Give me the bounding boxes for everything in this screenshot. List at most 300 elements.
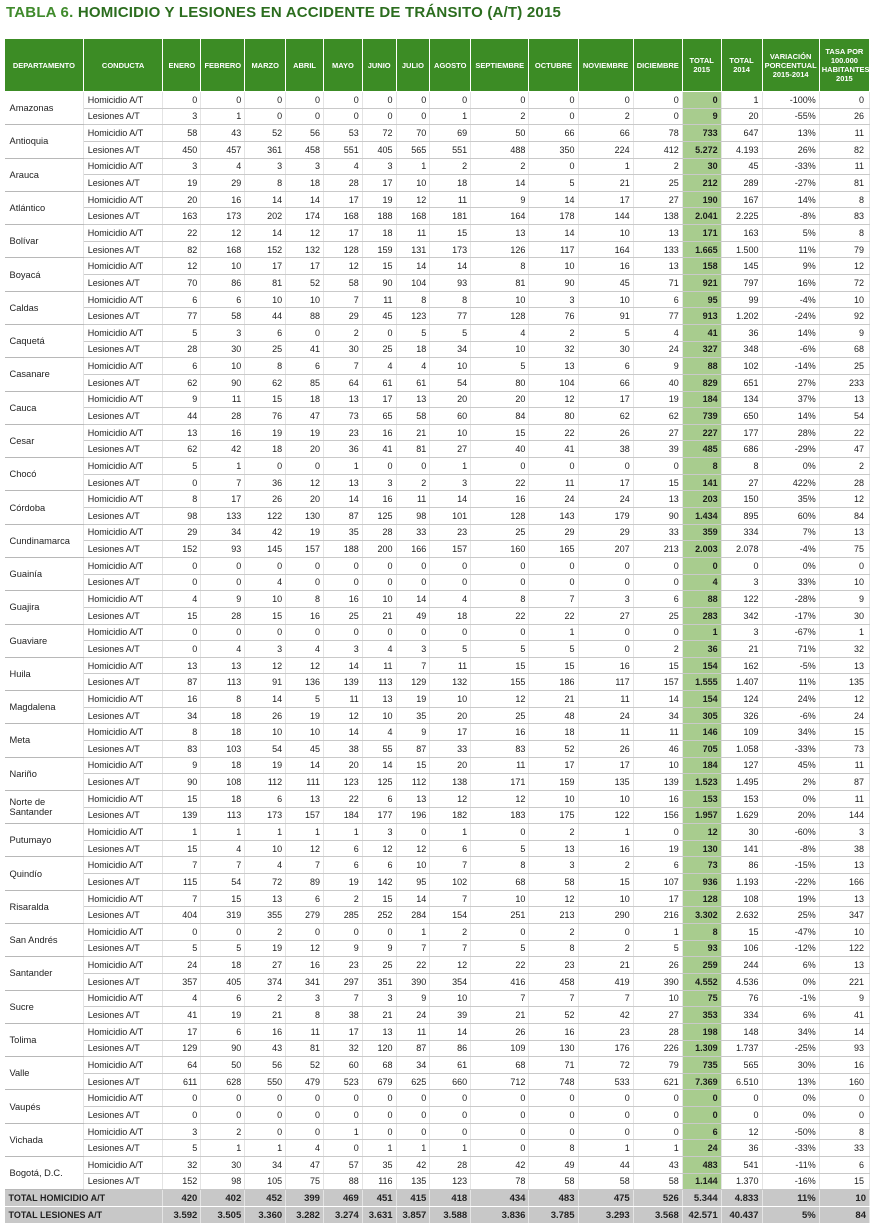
- conduct-cell: Homicidio A/T: [83, 824, 163, 841]
- value-cell: 18: [430, 175, 471, 192]
- value-cell: 0%: [762, 1107, 819, 1124]
- conduct-cell: Homicidio A/T: [83, 1090, 163, 1107]
- value-cell: 0: [633, 92, 682, 109]
- rate-cell: 24: [819, 707, 869, 724]
- value-cell: 26: [245, 707, 286, 724]
- value-cell: 34: [396, 1057, 430, 1074]
- value-cell: 21: [471, 1007, 529, 1024]
- value-cell: 123: [430, 1173, 471, 1190]
- value-cell: 12: [245, 657, 286, 674]
- value-cell: 26: [245, 491, 286, 508]
- value-cell: 3: [362, 990, 396, 1007]
- value-cell: 15: [430, 225, 471, 242]
- value-cell: 1.202: [721, 308, 762, 325]
- value-cell: 541: [721, 1157, 762, 1174]
- value-cell: 14: [286, 191, 324, 208]
- table-row: [5, 1023, 870, 1040]
- value-cell: 10: [633, 757, 682, 774]
- conduct-cell: Lesiones A/T: [83, 1073, 163, 1090]
- value-cell: 8: [163, 724, 201, 741]
- value-cell: 11: [362, 291, 396, 308]
- value-cell: -33%: [762, 1140, 819, 1157]
- table-row: [5, 990, 870, 1007]
- value-cell: 12: [396, 191, 430, 208]
- value-cell: 41: [163, 1007, 201, 1024]
- value-cell: 14: [396, 890, 430, 907]
- value-cell: 14: [323, 491, 362, 508]
- value-cell: 200: [362, 541, 396, 558]
- value-cell: 77: [430, 308, 471, 325]
- value-cell: 20: [471, 391, 529, 408]
- value-cell: 1: [163, 824, 201, 841]
- value-cell: 10: [430, 990, 471, 1007]
- value-cell: 57: [323, 1157, 362, 1174]
- conduct-cell: Homicidio A/T: [83, 790, 163, 807]
- value-cell: 132: [286, 241, 324, 258]
- value-cell: 0: [529, 574, 578, 591]
- value-cell: 479: [286, 1073, 324, 1090]
- table-row: [5, 208, 870, 225]
- conduct-cell: Lesiones A/T: [83, 541, 163, 558]
- total-2015-cell: 24: [682, 1140, 721, 1157]
- value-cell: 15: [245, 607, 286, 624]
- value-cell: 1: [529, 624, 578, 641]
- total-2015-cell: 9: [682, 108, 721, 125]
- value-cell: 14%: [762, 408, 819, 425]
- value-cell: 139: [163, 807, 201, 824]
- value-cell: 156: [633, 807, 682, 824]
- value-cell: 54: [430, 374, 471, 391]
- value-cell: 0: [201, 624, 245, 641]
- rate-cell: 9: [819, 591, 869, 608]
- value-cell: 166: [396, 541, 430, 558]
- value-cell: 174: [286, 208, 324, 225]
- value-cell: 11: [201, 391, 245, 408]
- value-cell: 14: [471, 175, 529, 192]
- value-cell: 82: [163, 241, 201, 258]
- table-row: [5, 141, 870, 158]
- total-2015-cell: 1.523: [682, 774, 721, 791]
- total-value-cell: 3.592: [163, 1207, 201, 1224]
- value-cell: 13: [362, 691, 396, 708]
- value-cell: 90: [163, 774, 201, 791]
- value-cell: 72: [245, 874, 286, 891]
- total-value-cell: 3.282: [286, 1207, 324, 1224]
- total-2015-cell: 921: [682, 275, 721, 292]
- value-cell: 56: [245, 1057, 286, 1074]
- value-cell: 54: [245, 740, 286, 757]
- value-cell: 3: [721, 574, 762, 591]
- value-cell: 26: [578, 740, 633, 757]
- value-cell: 334: [721, 1007, 762, 1024]
- value-cell: 13: [529, 840, 578, 857]
- value-cell: 13: [323, 474, 362, 491]
- value-cell: 135: [578, 774, 633, 791]
- rate-cell: 8: [819, 225, 869, 242]
- conduct-cell: Lesiones A/T: [83, 208, 163, 225]
- value-cell: 1: [323, 1123, 362, 1140]
- total-value-cell: 434: [471, 1190, 529, 1207]
- table-row: [5, 258, 870, 275]
- department-cell: Antioquia: [5, 125, 84, 158]
- value-cell: 157: [286, 807, 324, 824]
- rate-cell: 1: [819, 624, 869, 641]
- value-cell: 77: [633, 308, 682, 325]
- value-cell: 68: [471, 1057, 529, 1074]
- value-cell: 11: [430, 191, 471, 208]
- value-cell: 17: [201, 491, 245, 508]
- value-cell: 39: [430, 1007, 471, 1024]
- value-cell: 6: [633, 291, 682, 308]
- conduct-cell: Lesiones A/T: [83, 241, 163, 258]
- department-cell: Tolima: [5, 1023, 84, 1056]
- conduct-cell: Lesiones A/T: [83, 807, 163, 824]
- value-cell: 2: [529, 824, 578, 841]
- total-2015-cell: 30: [682, 158, 721, 175]
- value-cell: 40: [633, 374, 682, 391]
- department-cell: Vichada: [5, 1123, 84, 1156]
- value-cell: 0: [430, 92, 471, 109]
- value-cell: 1.500: [721, 241, 762, 258]
- value-cell: 58: [323, 275, 362, 292]
- value-cell: 4: [286, 641, 324, 658]
- rate-cell: 221: [819, 973, 869, 990]
- rate-cell: 79: [819, 241, 869, 258]
- value-cell: 12: [286, 657, 324, 674]
- column-header: MARZO: [245, 39, 286, 92]
- value-cell: 5%: [762, 225, 819, 242]
- value-cell: 15: [163, 840, 201, 857]
- value-cell: 19%: [762, 890, 819, 907]
- value-cell: 6: [362, 857, 396, 874]
- total-value-cell: 42.571: [682, 1207, 721, 1224]
- value-cell: 17: [529, 757, 578, 774]
- value-cell: 108: [201, 774, 245, 791]
- value-cell: 20: [430, 707, 471, 724]
- value-cell: 20: [286, 491, 324, 508]
- value-cell: 10: [286, 724, 324, 741]
- value-cell: 224: [578, 141, 633, 158]
- value-cell: 3: [286, 990, 324, 1007]
- value-cell: 1: [201, 824, 245, 841]
- total-2015-cell: 4: [682, 574, 721, 591]
- value-cell: 3: [721, 624, 762, 641]
- value-cell: 16: [286, 957, 324, 974]
- value-cell: 73: [323, 408, 362, 425]
- value-cell: 1: [323, 824, 362, 841]
- value-cell: 22: [471, 474, 529, 491]
- value-cell: 15: [721, 924, 762, 941]
- table-row: [5, 191, 870, 208]
- value-cell: 138: [430, 774, 471, 791]
- rate-cell: 166: [819, 874, 869, 891]
- value-cell: 112: [396, 774, 430, 791]
- value-cell: 99: [721, 291, 762, 308]
- value-cell: 12: [286, 940, 324, 957]
- value-cell: 4: [430, 591, 471, 608]
- value-cell: 123: [396, 308, 430, 325]
- value-cell: 2: [396, 474, 430, 491]
- value-cell: 7: [396, 657, 430, 674]
- value-cell: 3: [163, 108, 201, 125]
- department-cell: Vaupés: [5, 1090, 84, 1123]
- value-cell: 127: [721, 757, 762, 774]
- conduct-cell: Homicidio A/T: [83, 225, 163, 242]
- value-cell: 85: [286, 374, 324, 391]
- value-cell: -100%: [762, 92, 819, 109]
- department-cell: Quindío: [5, 857, 84, 890]
- value-cell: 9: [201, 591, 245, 608]
- table-row: [5, 125, 870, 142]
- value-cell: 279: [286, 907, 324, 924]
- total-2015-cell: 735: [682, 1057, 721, 1074]
- value-cell: 8: [245, 358, 286, 375]
- rate-cell: 135: [819, 674, 869, 691]
- value-cell: 186: [529, 674, 578, 691]
- table-row: [5, 341, 870, 358]
- value-cell: 18: [430, 607, 471, 624]
- value-cell: 0: [245, 1123, 286, 1140]
- value-cell: 17: [286, 258, 324, 275]
- total-value-cell: 3.631: [362, 1207, 396, 1224]
- value-cell: 35: [323, 524, 362, 541]
- value-cell: 14: [286, 757, 324, 774]
- value-cell: 28: [201, 607, 245, 624]
- department-cell: Cundinamarca: [5, 524, 84, 557]
- rate-cell: 13: [819, 857, 869, 874]
- value-cell: 0: [578, 641, 633, 658]
- value-cell: 160: [471, 541, 529, 558]
- value-cell: 4: [471, 324, 529, 341]
- rate-cell: 68: [819, 341, 869, 358]
- department-cell: Chocó: [5, 458, 84, 491]
- value-cell: -47%: [762, 924, 819, 941]
- value-cell: 11: [396, 225, 430, 242]
- total-2015-cell: 7.369: [682, 1073, 721, 1090]
- value-cell: -4%: [762, 291, 819, 308]
- value-cell: 1: [245, 824, 286, 841]
- value-cell: 3: [529, 291, 578, 308]
- value-cell: 23: [529, 957, 578, 974]
- value-cell: 18: [396, 341, 430, 358]
- value-cell: -33%: [762, 158, 819, 175]
- value-cell: -12%: [762, 940, 819, 957]
- value-cell: 18: [201, 724, 245, 741]
- value-cell: 611: [163, 1073, 201, 1090]
- total-2015-cell: 6: [682, 1123, 721, 1140]
- value-cell: 0: [362, 924, 396, 941]
- value-cell: 11: [430, 657, 471, 674]
- value-cell: 162: [721, 657, 762, 674]
- conduct-cell: Homicidio A/T: [83, 391, 163, 408]
- value-cell: 35: [362, 1157, 396, 1174]
- value-cell: 6: [201, 990, 245, 1007]
- value-cell: 4.536: [721, 973, 762, 990]
- value-cell: 8: [396, 291, 430, 308]
- total-value-cell: 3.293: [578, 1207, 633, 1224]
- value-cell: 139: [633, 774, 682, 791]
- rate-cell: 12: [819, 258, 869, 275]
- value-cell: 5: [163, 324, 201, 341]
- value-cell: 3: [578, 591, 633, 608]
- value-cell: 196: [396, 807, 430, 824]
- value-cell: 19: [362, 191, 396, 208]
- value-cell: 0: [471, 624, 529, 641]
- value-cell: 12: [286, 225, 324, 242]
- department-cell: Valle: [5, 1057, 84, 1090]
- value-cell: 45: [578, 275, 633, 292]
- rate-cell: 13: [819, 957, 869, 974]
- rate-cell: 33: [819, 1140, 869, 1157]
- value-cell: 103: [201, 740, 245, 757]
- value-cell: -55%: [762, 108, 819, 125]
- value-cell: 21: [721, 641, 762, 658]
- total-2015-cell: 88: [682, 358, 721, 375]
- value-cell: 628: [201, 1073, 245, 1090]
- value-cell: 181: [430, 208, 471, 225]
- conduct-cell: Homicidio A/T: [83, 1057, 163, 1074]
- value-cell: 129: [163, 1040, 201, 1057]
- conduct-cell: Homicidio A/T: [83, 491, 163, 508]
- value-cell: 9: [323, 940, 362, 957]
- value-cell: 62: [245, 374, 286, 391]
- rate-cell: 12: [819, 691, 869, 708]
- value-cell: 297: [323, 973, 362, 990]
- value-cell: 168: [396, 208, 430, 225]
- value-cell: 12: [471, 790, 529, 807]
- value-cell: 419: [578, 973, 633, 990]
- conduct-cell: Lesiones A/T: [83, 907, 163, 924]
- value-cell: 21: [578, 175, 633, 192]
- value-cell: 9: [471, 191, 529, 208]
- value-cell: 17: [578, 391, 633, 408]
- value-cell: -25%: [762, 1040, 819, 1057]
- table-row: [5, 824, 870, 841]
- value-cell: 2: [430, 158, 471, 175]
- value-cell: 0: [323, 92, 362, 109]
- total-value-cell: 3.505: [201, 1207, 245, 1224]
- value-cell: 15: [163, 790, 201, 807]
- value-cell: 0: [471, 92, 529, 109]
- value-cell: 0: [471, 924, 529, 941]
- rate-cell: 0: [819, 1090, 869, 1107]
- value-cell: 14: [529, 191, 578, 208]
- value-cell: 4: [362, 724, 396, 741]
- value-cell: 17: [578, 757, 633, 774]
- column-header: MAYO: [323, 39, 362, 92]
- value-cell: 6: [430, 840, 471, 857]
- value-cell: 16: [245, 1023, 286, 1040]
- value-cell: 32: [163, 1157, 201, 1174]
- value-cell: 5: [430, 324, 471, 341]
- value-cell: 10: [578, 291, 633, 308]
- value-cell: 12: [163, 258, 201, 275]
- table-row: [5, 308, 870, 325]
- rate-cell: 13: [819, 391, 869, 408]
- value-cell: 177: [362, 807, 396, 824]
- value-cell: 122: [578, 807, 633, 824]
- value-cell: 1: [430, 108, 471, 125]
- value-cell: 17: [578, 474, 633, 491]
- value-cell: 16: [471, 491, 529, 508]
- value-cell: 163: [721, 225, 762, 242]
- value-cell: 44: [163, 408, 201, 425]
- value-cell: 124: [721, 691, 762, 708]
- value-cell: 70: [396, 125, 430, 142]
- total-value-cell: 40.437: [721, 1207, 762, 1224]
- conduct-cell: Lesiones A/T: [83, 874, 163, 891]
- value-cell: 27: [633, 191, 682, 208]
- value-cell: 23: [323, 957, 362, 974]
- value-cell: 71%: [762, 641, 819, 658]
- value-cell: 13: [633, 491, 682, 508]
- value-cell: 17: [362, 175, 396, 192]
- conduct-cell: Lesiones A/T: [83, 707, 163, 724]
- value-cell: 61: [396, 374, 430, 391]
- value-cell: 22: [529, 607, 578, 624]
- table-row: [5, 890, 870, 907]
- rate-cell: 26: [819, 108, 869, 125]
- value-cell: 78: [633, 125, 682, 142]
- column-header: OCTUBRE: [529, 39, 578, 92]
- rate-cell: 84: [819, 508, 869, 525]
- value-cell: 45: [721, 158, 762, 175]
- value-cell: 45%: [762, 757, 819, 774]
- value-cell: 182: [430, 807, 471, 824]
- value-cell: 2: [578, 108, 633, 125]
- value-cell: 16: [201, 191, 245, 208]
- value-cell: 4: [201, 158, 245, 175]
- value-cell: 1.193: [721, 874, 762, 891]
- value-cell: 58: [396, 408, 430, 425]
- value-cell: 12: [721, 1123, 762, 1140]
- total-2015-cell: 1.555: [682, 674, 721, 691]
- value-cell: 216: [633, 907, 682, 924]
- value-cell: 12: [286, 840, 324, 857]
- conduct-cell: Lesiones A/T: [83, 175, 163, 192]
- value-cell: 1: [323, 458, 362, 475]
- table-row: [5, 557, 870, 574]
- value-cell: 30: [201, 1157, 245, 1174]
- value-cell: 133: [201, 508, 245, 525]
- value-cell: 126: [471, 241, 529, 258]
- total-value-cell: 3.274: [323, 1207, 362, 1224]
- value-cell: 0: [721, 1090, 762, 1107]
- value-cell: 98: [201, 1173, 245, 1190]
- value-cell: 22: [471, 957, 529, 974]
- value-cell: 46: [633, 740, 682, 757]
- value-cell: 18: [362, 225, 396, 242]
- value-cell: 0: [362, 108, 396, 125]
- value-cell: 10: [529, 790, 578, 807]
- value-cell: 1.407: [721, 674, 762, 691]
- value-cell: 326: [721, 707, 762, 724]
- value-cell: 0: [201, 1090, 245, 1107]
- value-cell: 8: [471, 857, 529, 874]
- value-cell: 88: [286, 308, 324, 325]
- value-cell: 86: [721, 857, 762, 874]
- column-header: DICIEMBRE: [633, 39, 682, 92]
- value-cell: 29: [323, 308, 362, 325]
- conduct-cell: Homicidio A/T: [83, 957, 163, 974]
- value-cell: 122: [245, 508, 286, 525]
- value-cell: 11: [323, 691, 362, 708]
- value-cell: 19: [396, 691, 430, 708]
- value-cell: 1: [286, 824, 324, 841]
- value-cell: 40: [471, 441, 529, 458]
- table-row: [5, 108, 870, 125]
- value-cell: 29: [201, 175, 245, 192]
